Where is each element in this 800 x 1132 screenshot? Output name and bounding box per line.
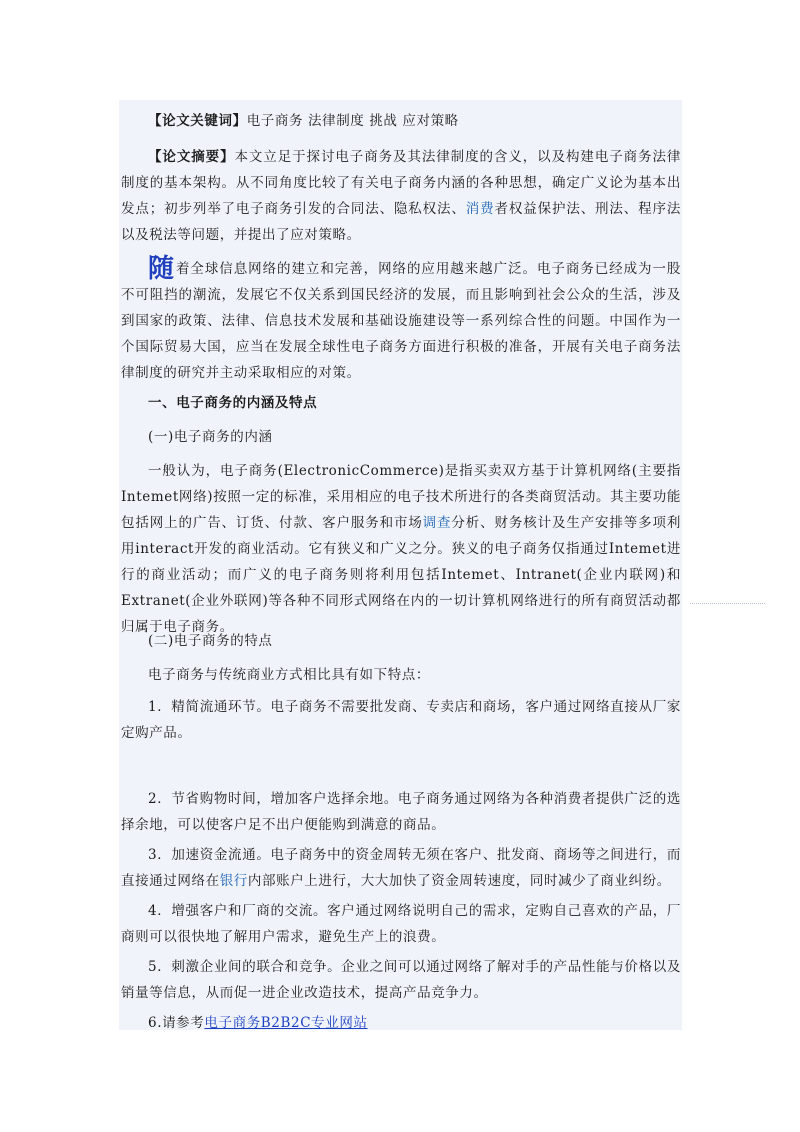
intro-text: 着全球信息网络的建立和完善，网络的应用越来越广泛。电子商务已经成为一股不可阻挡的潮流，发展它不仅关系到国民经济的发展，而且影响到社会公众的生活，涉及到国家的政策、法律、信息技术发展和基础设施建设等一系列综合性的问题。中国作为一个国际贸易大国，应当在发展全球性电子商务方面进行积极的准备，开展有关电子商务法律制度的研究并主动采取相应的对策。 — [121, 261, 682, 381]
abstract-label: 【论文摘要】 — [148, 149, 235, 165]
abstract-text-a: 本文立足于探讨电子商务及其法律制度的含义，以及构建电子商务法律制度的基本架构。从不同角度比较了有关电子商务内涵的各种思想，确定广义论为基本出发点；初步列举了电子商务引发的合同法、隐私权法、 — [121, 149, 681, 217]
connotation-text-a: 一般认为，电子商务(ElectronicCommerce)是指买卖双方基于计算机网络(主要指Intemet网络)按照一定的标准，采用相应的电子技术所进行的各类商贸活动。其主要功能包括网上的广告、订货、付款、客户服务和市场 — [121, 463, 681, 531]
abstract-text-b: 者权益保护法、刑法、程序法以及税法等问题，并提出了应对策略。 — [121, 201, 681, 243]
intro-paragraph — [121, 256, 681, 386]
subheading-connotation: (一)电子商务的内涵 — [148, 429, 273, 445]
feature-item-6 — [121, 1010, 681, 1036]
link-consumer[interactable]: 消费 — [465, 201, 495, 217]
abstract-paragraph — [121, 144, 681, 248]
subheading-features: (二)电子商务的特点 — [148, 633, 273, 649]
section-heading: 一、电子商务的内涵及特点 — [148, 395, 318, 411]
feature-item-3-text-a: 3．加速资金流通。电子商务中的资金周转无须在客户、批发商、商场等之间进行，而直接通过网络在 — [121, 847, 681, 889]
decorative-dotted-line — [690, 603, 765, 606]
features-intro: 电子商务与传统商业方式相比具有如下特点： — [148, 667, 430, 683]
feature-item-3 — [121, 842, 681, 894]
dropcap-letter: 随 — [148, 254, 175, 284]
feature-item-4: 4．增强客户和厂商的交流。客户通过网络说明自己的需求，定购自己喜欢的产品，厂商则可以很快地了解用户需求，避免生产上的浪费。 — [121, 903, 681, 945]
keywords-line — [121, 108, 681, 134]
feature-item-6-label: 6.请参考 — [148, 1015, 205, 1031]
link-b2b2c-site[interactable]: 电子商务B2B2C专业网站 — [204, 1015, 368, 1031]
feature-item-5: 5．刺激企业间的联合和竞争。企业之间可以通过网络了解对手的产品性能与价格以及销量等信息，从而促一进企业改造技术，提高产品竞争力。 — [121, 959, 681, 1001]
link-survey[interactable]: 调查 — [422, 515, 452, 531]
keywords-text: 电子商务 法律制度 挑战 应对策略 — [246, 113, 459, 129]
connotation-paragraph — [121, 458, 681, 640]
connotation-text-b: 分析、财务核计及生产安排等多项利用interact开发的商业活动。它有狭义和广义之分。狭义的电子商务仅指通过Intemet进行的商业活动；而广义的电子商务则将利用包括Intemet、Intranet(企业内联网)和Extranet(企业外联网)等各种不同形式网络在内的一切计算机网络进行的所有商贸活动都归属于电子商务。 — [121, 515, 681, 635]
feature-item-3-text-b: 内部账户上进行，大大加快了资金周转速度，同时减少了商业纠纷。 — [247, 873, 671, 889]
feature-item-1: 1．精简流通环节。电子商务不需要批发商、专卖店和商场，客户通过网络直接从厂家定购产品。 — [121, 699, 681, 741]
keywords-label: 【论文关键词】 — [148, 113, 247, 129]
link-bank[interactable]: 银行 — [219, 873, 248, 889]
feature-item-2: 2．节省购物时间，增加客户选择余地。电子商务通过网络为各种消费者提供广泛的选择余地，可以使客户足不出户便能购到满意的商品。 — [121, 791, 681, 833]
